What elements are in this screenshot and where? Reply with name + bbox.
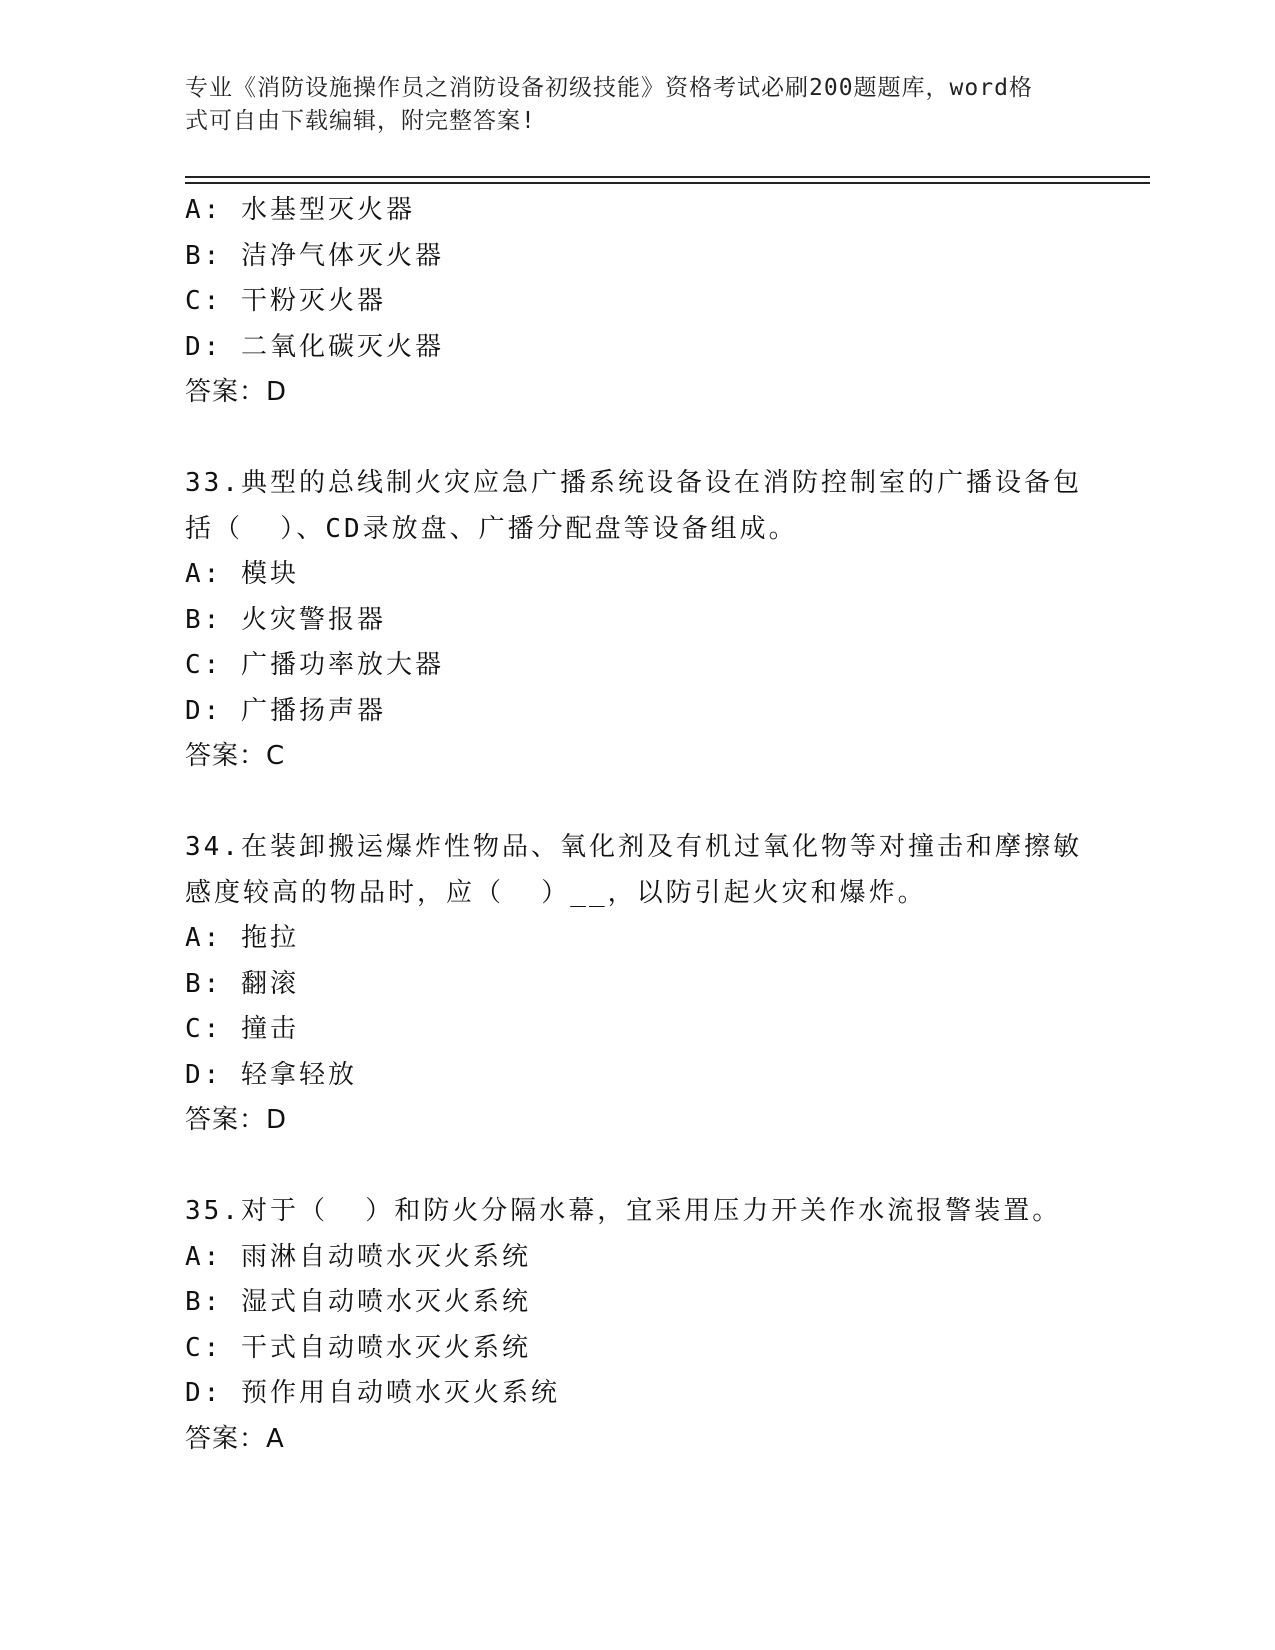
- option-c: C: 干粉灭火器: [185, 286, 386, 316]
- option-a: A: 模块: [185, 559, 299, 589]
- question-33: [185, 461, 1085, 780]
- document-header: [185, 72, 1065, 138]
- option-b: B: 火灾警报器: [185, 604, 386, 635]
- option-a: A: 雨淋自动喷水灭火系统: [185, 1241, 531, 1272]
- spacer: [185, 1144, 1085, 1190]
- question-34: [185, 825, 1085, 1144]
- option-b: B: 翻滚: [185, 968, 299, 999]
- header-divider-top: [185, 176, 1150, 178]
- option-d: D: 广播扬声器: [185, 695, 386, 726]
- answer: 答案：D: [185, 1105, 288, 1135]
- header-divider-bottom: [185, 182, 1150, 184]
- option-b: B: 湿式自动喷水灭火系统: [185, 1287, 531, 1317]
- spacer: [185, 416, 1085, 462]
- question-35: [185, 1189, 1085, 1462]
- option-c: C: 干式自动喷水灭火系统: [185, 1332, 531, 1363]
- question-list: [185, 188, 1085, 1462]
- question-text-line-2: 感度较高的物品时，应（ ）__，以防引起火灾和爆炸。: [185, 877, 927, 908]
- question-text-line-1: 33.典型的总线制火灾应急广播系统设备设在消防控制室的广播设备包: [185, 468, 1082, 498]
- option-a: A: 水基型灭火器: [185, 195, 415, 225]
- question-32: [185, 188, 1085, 416]
- answer: 答案：D: [185, 377, 288, 407]
- question-text-line-1: 34.在装卸搬运爆炸性物品、氧化剂及有机过氧化物等对撞击和摩擦敏: [185, 832, 1082, 862]
- header-line-1: 专业《消防设施操作员之消防设备初级技能》资格考试必刷200题题库，word格: [185, 75, 1033, 101]
- option-b: B: 洁净气体灭火器: [185, 240, 444, 271]
- answer: 答案：C: [185, 741, 286, 771]
- answer: 答案：A: [185, 1423, 285, 1454]
- header-line-2: 式可自由下载编辑，附完整答案!: [185, 108, 536, 134]
- option-a: A: 拖拉: [185, 923, 299, 953]
- option-c: C: 撞击: [185, 1014, 299, 1044]
- option-d: D: 预作用自动喷水灭火系统: [185, 1378, 560, 1408]
- spacer: [185, 780, 1085, 826]
- option-c: C: 广播功率放大器: [185, 650, 444, 680]
- question-text-line-2: 括（ ）、CD录放盘、广播分配盘等设备组成。: [185, 513, 798, 544]
- option-d: D: 二氧化碳灭火器: [185, 331, 444, 362]
- question-text-line-1: 35.对于（ ）和防火分隔水幕，宜采用压力开关作水流报警装置。: [185, 1196, 1062, 1226]
- option-d: D: 轻拿轻放: [185, 1059, 357, 1090]
